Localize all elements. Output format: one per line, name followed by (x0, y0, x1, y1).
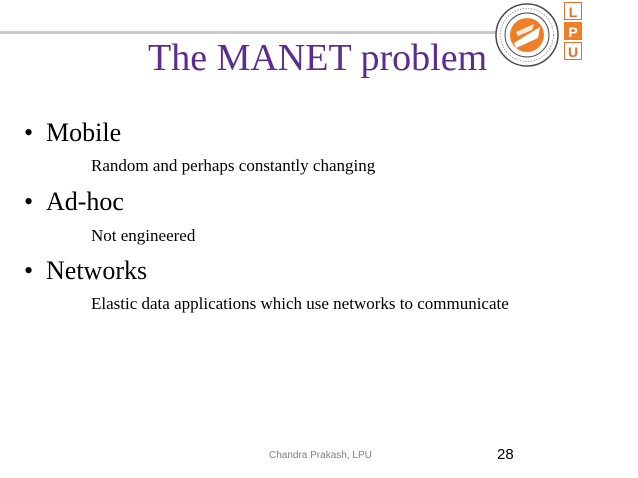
bullet-marker: • (24, 118, 34, 147)
bullet-detail-mobile: Random and perhaps constantly changing (91, 156, 376, 175)
logo-letter-p: P (564, 22, 582, 40)
bullet-mobile (24, 118, 121, 148)
bullet-heading: Mobile (46, 118, 122, 147)
slide-title: The MANET problem (148, 37, 488, 79)
logo-letter-l: L (564, 2, 582, 20)
bullet-heading: Ad-hoc (46, 187, 124, 216)
bullet-ad-hoc (24, 187, 124, 217)
page-number: 28 (497, 446, 514, 463)
logo-letter-u: U (564, 42, 582, 60)
university-seal-logo (494, 2, 560, 68)
bullet-heading: Networks (46, 256, 148, 285)
header-rule (0, 31, 500, 34)
footer-author: Chandra Prakash, LPU (269, 450, 372, 461)
bullet-marker: • (24, 256, 34, 285)
bullet-detail-ad-hoc: Not engineered (91, 226, 196, 245)
lpu-letter-logo (564, 2, 584, 62)
bullet-detail-networks: Elastic data applications which use networks to communicate (91, 294, 509, 313)
bullet-marker: • (24, 187, 34, 216)
bullet-networks (24, 256, 147, 286)
